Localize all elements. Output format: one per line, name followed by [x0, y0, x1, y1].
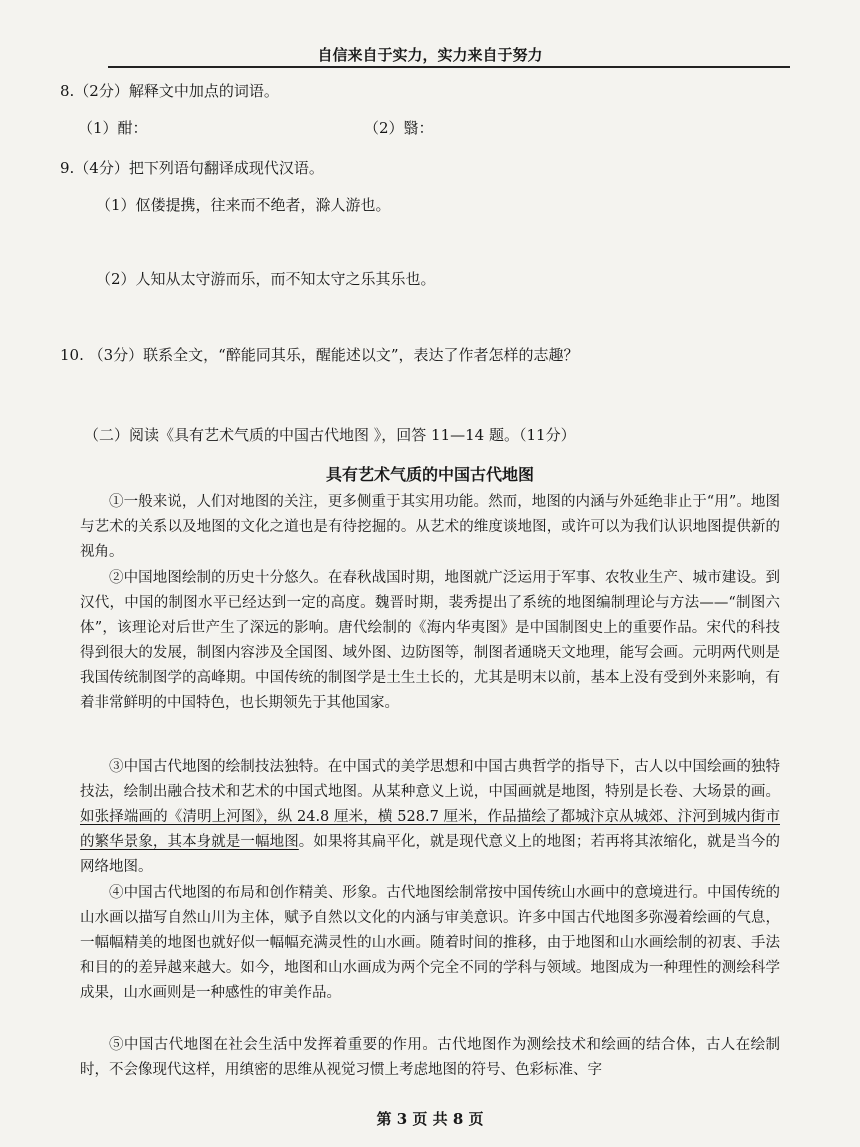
- article-paragraph-2: ②中国地图绘制的历史十分悠久。在春秋战国时期，地图就广泛运用于军事、农牧业生产、城市建设。到汉代，中国的制图水平已经达到一定的高度。魏晋时期，裴秀提出了系统的地图编制理论与方法——“制图六体”，该理论对后世产生了深远的影响。唐代绘制的《海内华夷图》是中国制图史上的重要作品。宋代的科技得到很大的发展，制图内容涉及全国图、域外图、边防图等，制图者通晓天文地理，能写会画。元明两代则是我国传统制图学的高峰期。中国传统的制图学是土生土长的，尤其是明末以前，基本上没有受到外来影响，有着非常鲜明的中国特色，也长期领先于其他国家。: [80, 570, 780, 711]
- article-paragraph-1: ①一般来说，人们对地图的关注，更多侧重于其实用功能。然而，地图的内涵与外延绝非止于“用”。地图与艺术的关系以及地图的文化之道也是有待挖掘的。从艺术的维度谈地图，或许可以为我们认识地图提供新的视角。: [80, 494, 780, 560]
- question-8: 8.（2分）解释文中加点的词语。: [60, 82, 279, 100]
- article-paragraph-5: ⑤中国古代地图在社会生活中发挥着重要的作用。古代地图作为测绘技术和绘画的结合体，古人在绘制时，不会像现代这样，用缜密的思维从视觉习惯上考虑地图的符号、色彩标准、字: [80, 1037, 780, 1078]
- question-9: 9.（4分）把下列语句翻译成现代汉语。: [60, 159, 324, 177]
- article-title: 具有艺术气质的中国古代地图: [325, 465, 534, 484]
- page-footer: 第 3 页 共 8 页: [376, 1110, 484, 1128]
- header-rule: [108, 66, 790, 68]
- question-9-1: （1）伛偻提携，往来而不绝者，滁人游也。: [96, 196, 391, 214]
- question-8-1: （1）酣：: [78, 119, 148, 137]
- section-2-intro: （二）阅读《具有艺术气质的中国古代地图 》，回答 11—14 题。（11分）: [84, 426, 576, 444]
- article-paragraph-4: ④中国古代地图的布局和创作精美、形象。古代地图绘制常按中国传统山水画中的意境进行。中国传统的山水画以描写自然山川为主体，赋予自然以文化的内涵与审美意识。许多中国古代地图多弥漫着绘画的气息，一幅幅精美的地图也就好似一幅幅充满灵性的山水画。随着时间的推移，由于地图和山水画绘制的初衷、手法和目的的差异越来越大。如今，地图和山水画成为两个完全不同的学科与领域。地图成为一种理性的测绘科学成果，山水画则是一种感性的审美作品。: [80, 885, 780, 1001]
- question-8-2: （2）翳：: [364, 119, 434, 137]
- header-motto: 自信来自于实力，实力来自于努力: [317, 46, 543, 64]
- paragraph-3-underlined: 如张择端画的《清明上河图》，纵 24.8 厘米，横 528.7 厘米，作品描绘了都城汴京从城郊、汴河到城内街市的繁华景象，其本身就是一幅地图: [80, 809, 780, 850]
- question-9-2: （2）人知从太守游而乐，而不知太守之乐其乐也。: [96, 270, 436, 288]
- article-paragraph-3: [80, 755, 780, 880]
- paragraph-3-text-b: 。如果将其扁平化，就是现代意义上的地图；若再将其浓缩化，就是当今的网络地图。: [80, 834, 781, 875]
- paragraph-3-text-a: ③中国古代地图的绘制技法独特。在中国式的美学思想和中国古典哲学的指导下，古人以中国绘画的独特技法，绘制出融合技术和艺术的中国式地图。从某种意义上说，中国画就是地图，特别是长卷、大场景的画。: [80, 759, 780, 800]
- question-10: 10. （3分）联系全文，“醉能同其乐，醒能述以文”，表达了作者怎样的志趣？: [60, 346, 579, 364]
